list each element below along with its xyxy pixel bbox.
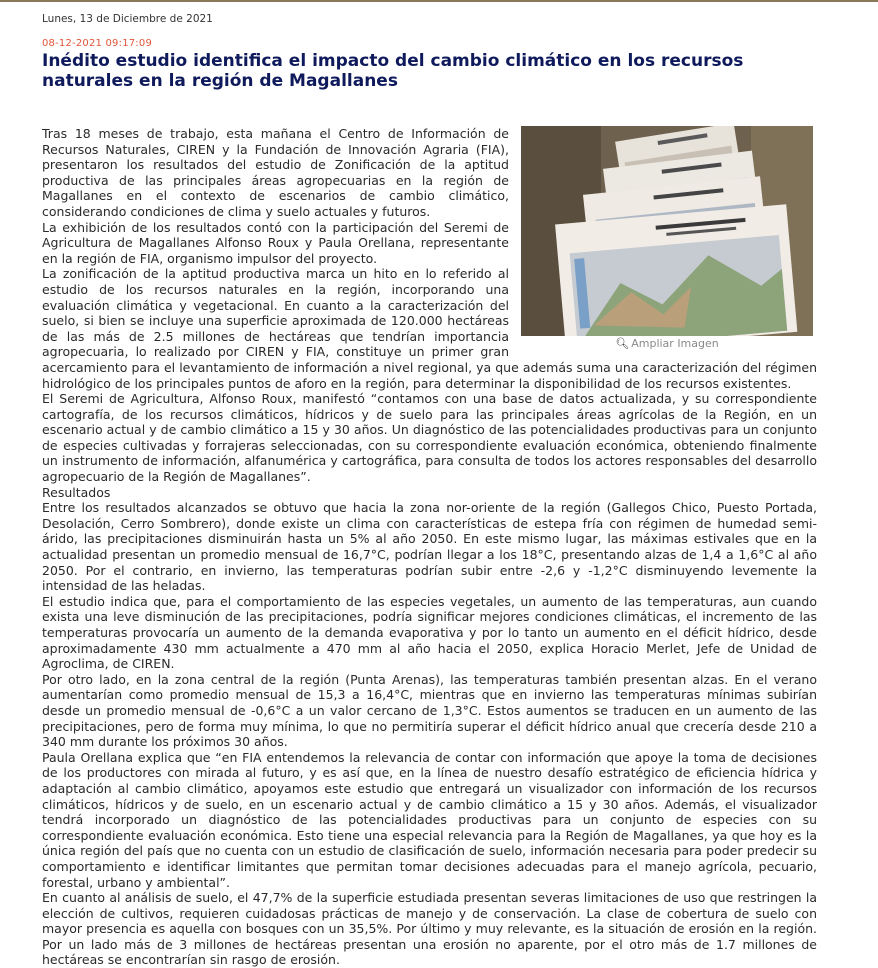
paragraph: Paula Orellana explica que “en FIA entendemos la relevancia de contar con información que apoye la toma de decisiones de los productores con mirada al futuro, y es así que, en la línea de nuestro desafío estratégico de eficiencia hídrica y adaptación al cambio climático, apoyamos este estudio que entregará un visualizador con información de los recursos climáticos, hídricos y de suelo, en un escenario actual y de cambio climático a 15 y 30 años. Además, el visualizador tendrá incorporado un diagnóstico de las potencialidades productivas para un conjunto de especies con su correspondiente evaluación económica. Esto tiene una especial relevancia para la Región de Magallanes, ya que hoy es la única región del país que no cuenta con un estudio de clasificación de suelo, información necesaria para poder predecir su comportamiento e identificar limitantes que permitan tomar decisiones adecuadas para el manejo agrícola, pecuario, forestal, urbano y ambiental”.	[42, 749, 817, 890]
paragraph: La zonificación de la aptitud productiva marca un hito en lo referido al estudio de los recursos naturales en la región, incorporando una evaluación climática y vegetacional. En cuanto a la caracterización del suelo, si bien se incluye una superficie aproximada de 120.000 hectáreas de las más de 2.5 millones de hectáreas que tendrían importancia agropecuaria, lo realizado por CIREN y FIA, constituye un primer gran acercamiento para el levantamiento de información a nivel regional, ya que además suma una caracterización del régimen hidrológico de los principales puntos de aforo en la región, para determinar la disponibilidad de los recursos existentes.	[42, 266, 817, 391]
paragraph: El estudio indica que, para el comportamiento de las especies vegetales, un aumento de las temperaturas, aun cuando exista una leve disminución de las precipitaciones, podría significar mejores condiciones climáticas, el incremento de las temperaturas provocaría un aumento de la demanda evaporativa y por lo tanto un aumento en el déficit hídrico, desde aproximadamente 430 mm actualmente a 470 mm al año hacia el 2050, explica Horacio Merlet, Jefe de Unidad de Agroclima, de CIREN.	[42, 593, 817, 672]
paragraph: Entre los resultados alcanzados se obtuvo que hacia la zona nor-oriente de la región (Gallegos Chico, Puesto Portada, Desolación, Cerro Sombrero), donde existe un clima con características de estepa fría con régimen de humedad semi-árido, las precipitaciones disminuirán hasta un 5% al año 2050. En este mismo lugar, las máximas estivales que en la actualidad presentan un promedio mensual de 16,7°C, podrían llegar a los 18°C, presentando alzas de 1,4 a 1,6°C al año 2050. Por el contrario, en invierno, las temperaturas podrían subir entre -2,6 y -1,2°C disminuyendo levemente la intensidad de las heladas.	[42, 500, 817, 594]
paragraph: El Seremi de Agricultura, Alfonso Roux, manifestó “contamos con una base de datos actualizada, y su correspondiente cartografía, de los recursos climáticos, hídricos y de suelo para las principales áreas agrícolas de la Región, en un escenario actual y de cambio climático a 15 y 30 años. Un diagnóstico de las potencialidades productivas para un conjunto de especies cultivadas y forrajeras seleccionadas, con su correspondiente evaluación económica, obteniendo finalmente un instrumento de información, alfanumérica y cartográfica, para consulta de todos los actores responsables del desarrollo agropecuario de la Región de Magallanes”.	[42, 391, 817, 485]
section-heading-resultados: Resultados	[42, 484, 111, 500]
article-photo[interactable]	[521, 126, 813, 336]
maps-photo-illustration	[521, 126, 813, 336]
paragraph: Por otro lado, en la zona central de la región (Punta Arenas), las temperaturas también presentan alzas. En el verano aumentarían como promedio mensual de 15,3 a 16,4°C, mientras que en invierno las temperaturas mínimas subirían desde un promedio mensual de -0,6°C a un valor cercano de 1,3°C. Estos aumentos se traducen en un aumento de las precipitaciones, pero de forma muy mínima, lo que no permitiría superar el déficit hídrico anual que crecería desde 210 a 340 mm durante los próximos 30 años.	[42, 671, 817, 750]
article-body	[42, 126, 817, 968]
article-figure	[521, 126, 813, 351]
enlarge-image-link[interactable]	[521, 337, 813, 351]
paragraph: La exhibición de los resultados contó con la participación del Seremi de Agricultura de Magallanes Alfonso Roux y Paula Orellana, representante en la región de FIA, organismo impulsor del proyecto.	[42, 219, 509, 266]
current-date: Lunes, 13 de Diciembre de 2021	[42, 13, 213, 25]
enlarge-image-label: Ampliar Imagen	[631, 337, 719, 350]
article-timestamp: 08-12-2021 09:17:09	[42, 38, 153, 49]
paragraph: En cuanto al análisis de suelo, el 47,7% de la superficie estudiada presentan severas limitaciones de uso que restringen la elección de cultivos, requieren cuidadosas prácticas de manejo y de conservación. La clase de cobertura de suelo con mayor presencia es aquella con bosques con un 35,5%. Por último y muy relevante, es la situación de erosión en la región. Por un lado más de 3 millones de hectáreas presentan una erosión no aparente, por el otro más de 1.7 millones de hectáreas se encontrarían sin rasgo de erosión.	[42, 890, 817, 968]
top-border	[0, 0, 878, 2]
article-title: Inédito estudio identifica el impacto del cambio climático en los recursos naturales en la región de Magallanes	[42, 51, 744, 91]
paragraph: Tras 18 meses de trabajo, esta mañana el Centro de Información de Recursos Naturales, CIREN y la Fundación de Innovación Agraria (FIA), presentaron los resultados del estudio de Zonificación de la aptitud productiva de las principales áreas agropecuarias en la región de Magallanes en el contexto de escenarios de cambio climático, considerando condiciones de clima y suelo actuales y futuros.	[42, 126, 509, 219]
magnifier-plus-icon: 🔍︎	[615, 337, 630, 350]
